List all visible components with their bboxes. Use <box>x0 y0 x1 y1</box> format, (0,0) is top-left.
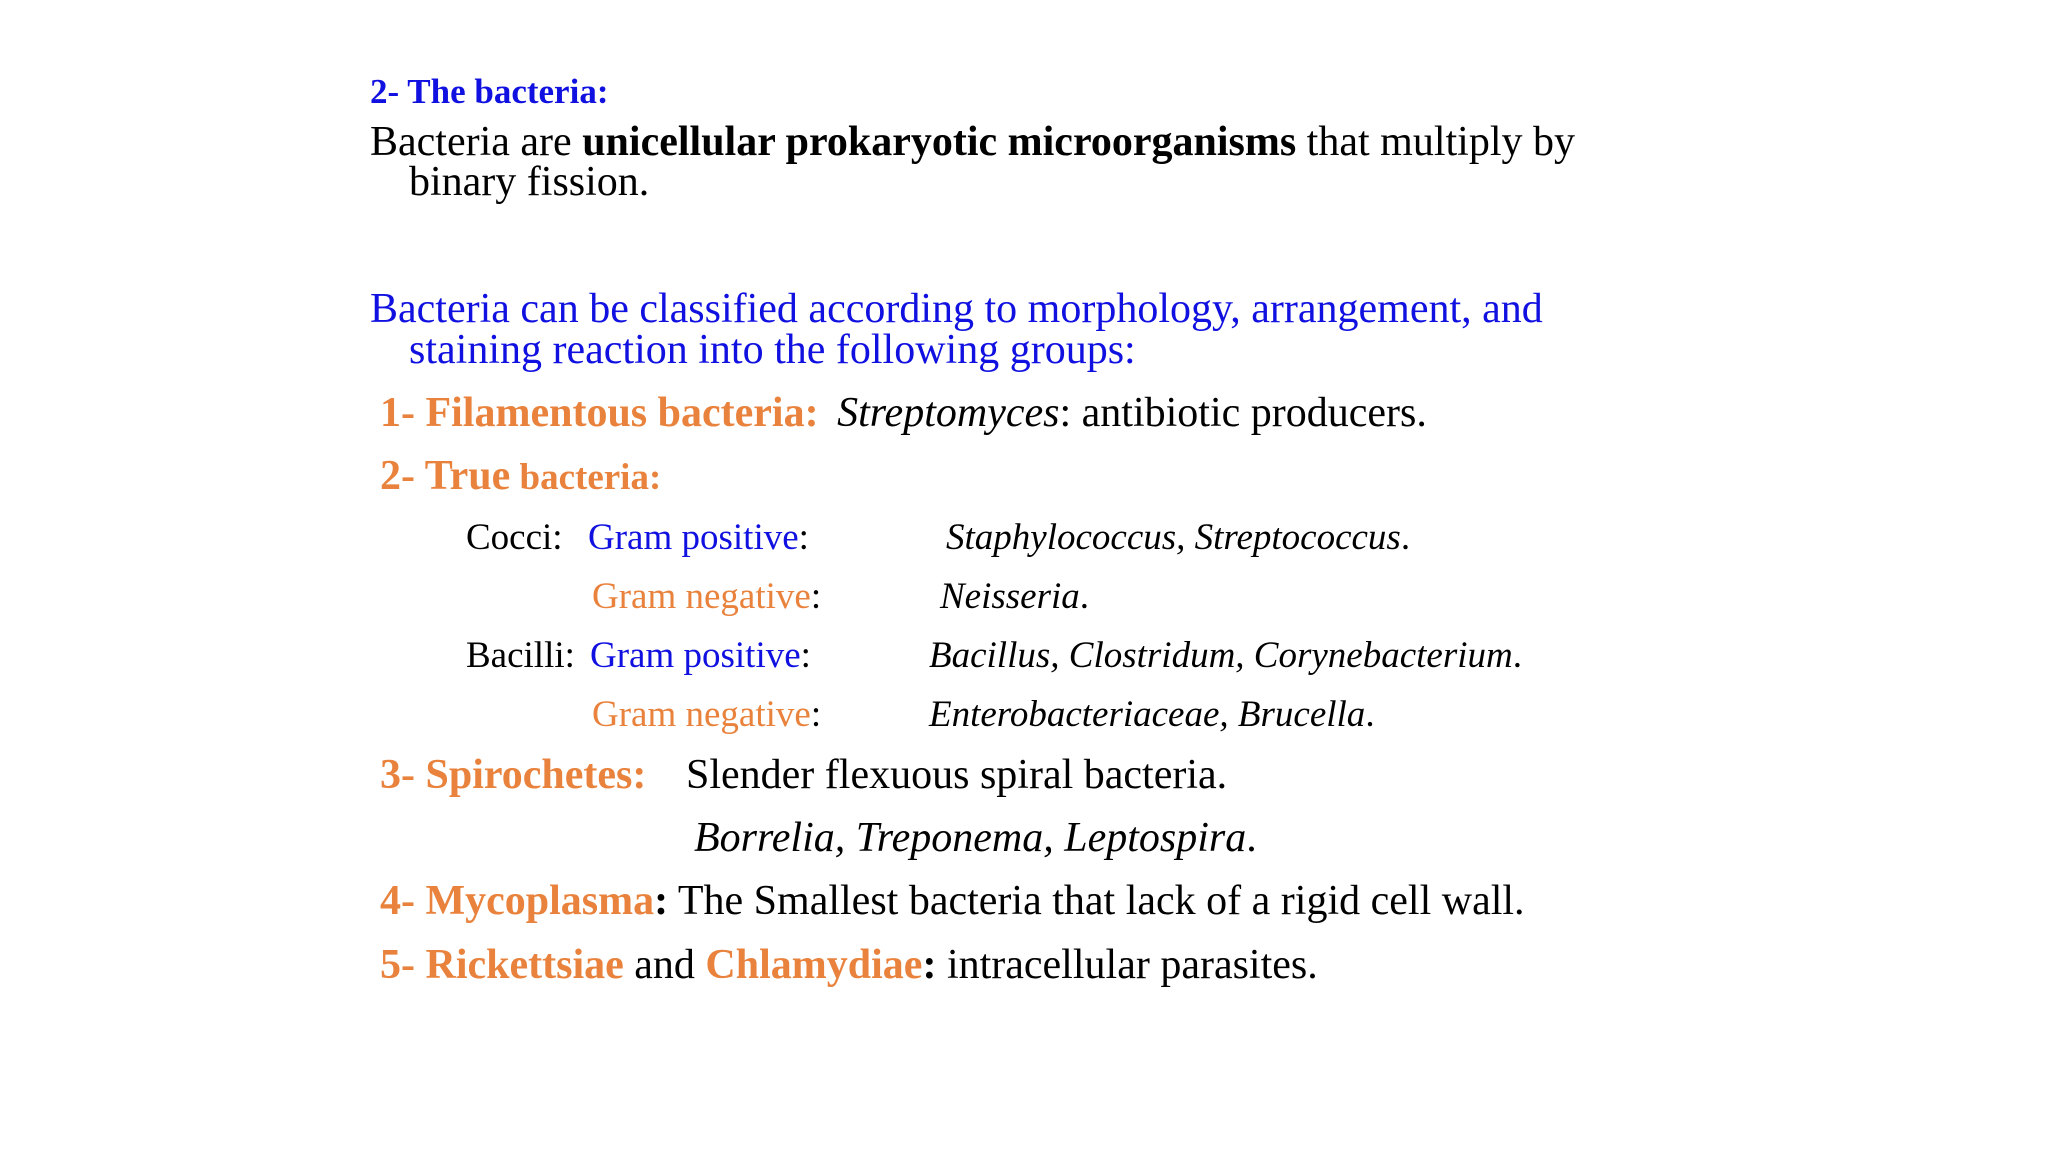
true-row-examples <box>929 693 1375 737</box>
true-row-end: . <box>1079 576 1090 617</box>
true-row-examples <box>940 575 1089 619</box>
definition-line-1 <box>370 119 1575 165</box>
group-rickettsiae-colon: : <box>922 942 937 988</box>
group-filamentous <box>380 389 1427 437</box>
true-row-examples <box>929 634 1522 678</box>
group-rickettsiae-label: 5- Rickettsiae <box>380 942 624 988</box>
true-row-end: . <box>1512 635 1522 676</box>
group-spirochetes-label: 3- Spirochetes: <box>380 752 647 798</box>
group-mycoplasma-label: 4- Mycoplasma <box>380 878 655 924</box>
group-rickettsiae-and: and <box>623 942 706 988</box>
group-true-bacteria <box>380 452 661 502</box>
group-true-label-big: 2- True <box>380 453 511 499</box>
true-row-end: . <box>1365 694 1375 735</box>
true-row-colon: : <box>798 517 809 558</box>
true-row-example-names: Neisseria <box>940 576 1080 617</box>
true-row-type: Bacilli: <box>466 635 575 676</box>
true-row-colon: : <box>810 576 822 617</box>
definition-bold: unicellular prokaryotic microorganisms <box>582 119 1297 165</box>
group-rickettsiae <box>380 941 1318 989</box>
group-mycoplasma <box>380 877 1525 925</box>
classification-intro-line-1: Bacteria can be classified according to morphology, arrangement, and <box>370 286 1543 332</box>
group-spirochetes-end: . <box>1246 815 1257 861</box>
group-true-label-small: bacteria: <box>510 457 662 498</box>
group-filamentous-example: Streptomyces <box>837 390 1060 436</box>
true-row-colon: : <box>810 694 822 735</box>
group-filamentous-description: : antibiotic producers. <box>1059 390 1427 436</box>
group-spirochetes-description: Slender flexuous spiral bacteria. <box>686 752 1228 798</box>
true-row-gram-label: Gram negative <box>592 576 811 617</box>
true-row-example-names: Enterobacteriaceae, Brucella <box>929 694 1366 735</box>
group-spirochetes-examples <box>694 814 1257 862</box>
definition-suffix: that multiply by <box>1296 119 1575 165</box>
true-row-gram <box>588 516 809 560</box>
true-row-examples <box>946 516 1410 560</box>
group-spirochetes-example-names: Borrelia, Treponema, Leptospira <box>694 815 1247 861</box>
true-row-end: . <box>1400 517 1411 558</box>
true-row-gram <box>590 634 811 678</box>
definition-prefix: Bacteria are <box>370 119 583 165</box>
group-filamentous-label: 1- Filamentous bacteria: <box>380 390 819 436</box>
section-heading: 2- The bacteria: <box>370 72 609 111</box>
group-spirochetes-label-wrap <box>380 751 646 799</box>
true-row-gram-label: Gram negative <box>592 694 811 735</box>
true-row-gram <box>592 693 821 737</box>
group-mycoplasma-description: The Smallest bacteria that lack of a rigid cell wall. <box>668 878 1525 924</box>
classification-intro-line-2: staining reaction into the following groups: <box>409 327 1136 373</box>
definition-line-2: binary fission. <box>409 159 650 205</box>
true-row-gram <box>592 575 821 619</box>
true-row-example-names: Bacillus, Clostridum, Corynebacterium <box>929 635 1513 676</box>
true-row-colon: : <box>800 635 811 676</box>
group-chlamydiae-label: Chlamydiae <box>705 942 923 988</box>
true-row-type: Cocci: <box>466 517 563 558</box>
true-row-gram-label: Gram positive <box>588 517 799 558</box>
group-mycoplasma-colon: : <box>654 878 669 924</box>
group-rickettsiae-description: intracellular parasites. <box>936 942 1318 988</box>
true-row-example-names: Staphylococcus, Streptococcus <box>946 517 1401 558</box>
true-row-gram-label: Gram positive <box>590 635 801 676</box>
